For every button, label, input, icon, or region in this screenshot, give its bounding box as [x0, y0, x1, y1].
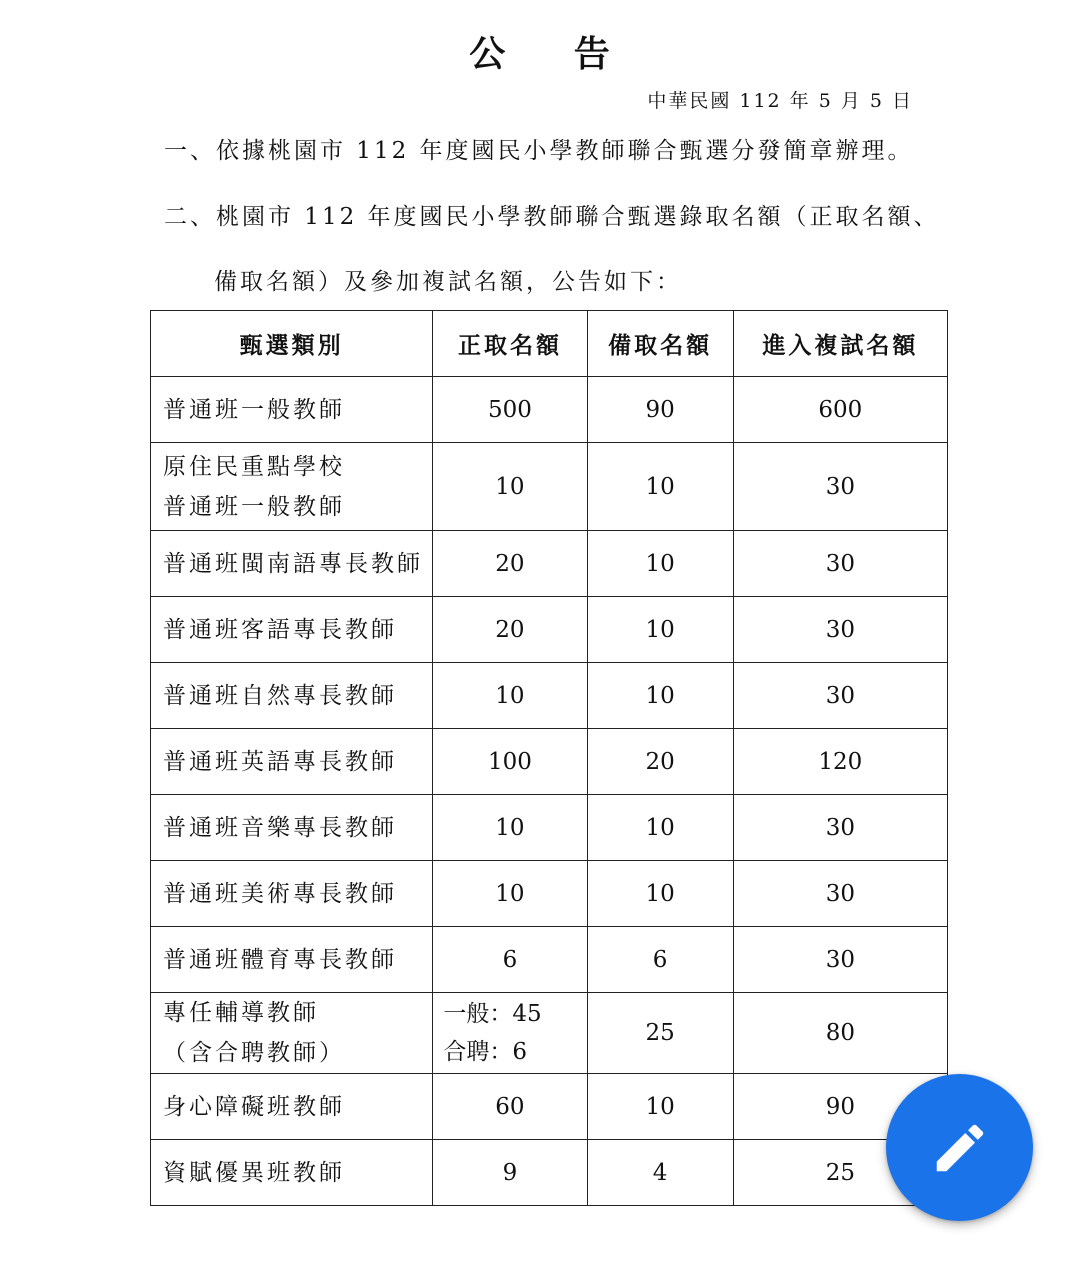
notice-paragraph-1: 一、依據桃園市 112 年度國民小學教師聯合甄選分發簡章辦理。	[164, 138, 914, 164]
row-reserve: 10	[587, 663, 733, 729]
row-reserve: 10	[587, 443, 733, 531]
edit-fab-button[interactable]	[886, 1074, 1033, 1221]
row-category: 資賦優異班教師	[151, 1140, 433, 1206]
row-admit: 6	[433, 927, 587, 993]
row-admit: 60	[433, 1074, 587, 1140]
notice-paragraph-2: 二、桃園市 112 年度國民小學教師聯合甄選錄取名額（正取名額、	[164, 204, 940, 230]
table-row	[151, 927, 948, 993]
row-admit: 100	[433, 729, 587, 795]
row-retest: 30	[733, 597, 947, 663]
row-reserve: 10	[587, 861, 733, 927]
notice-paragraph-2-continued: 備取名額）及參加複試名額，公告如下：	[214, 269, 682, 295]
row-admit: 9	[433, 1140, 587, 1206]
row-retest: 30	[733, 795, 947, 861]
row-retest: 30	[733, 927, 947, 993]
edit-pencil-icon	[929, 1117, 991, 1179]
row-category: 普通班音樂專長教師	[151, 795, 433, 861]
row-admit: 10	[433, 861, 587, 927]
table-row	[151, 861, 948, 927]
header-retest: 進入複試名額	[733, 311, 947, 377]
row-category-line-1: 專任輔導教師	[163, 1000, 319, 1026]
row-admit-joint: 合聘：6	[443, 1039, 527, 1065]
row-category: 普通班美術專長教師	[151, 861, 433, 927]
row-admit: 20	[433, 597, 587, 663]
notice-date: 中華民國 112 年 5 月 5 日	[647, 90, 913, 112]
row-admit-general: 一般：45	[443, 1001, 542, 1027]
row-reserve: 10	[587, 531, 733, 597]
header-reserve: 備取名額	[587, 311, 733, 377]
row-reserve: 20	[587, 729, 733, 795]
row-retest: 30	[733, 861, 947, 927]
row-retest: 120	[733, 729, 947, 795]
row-category: 普通班體育專長教師	[151, 927, 433, 993]
table-row	[151, 377, 948, 443]
row-category-line-2: 普通班一般教師	[163, 493, 345, 520]
row-category	[151, 993, 433, 1074]
notice-title: 公 告	[469, 33, 638, 75]
header-category: 甄選類別	[151, 311, 433, 377]
quota-table	[150, 310, 948, 1206]
table-row	[151, 1140, 948, 1206]
table-header-row	[151, 311, 948, 377]
table-row	[151, 597, 948, 663]
table-row	[151, 993, 948, 1074]
row-admit	[433, 993, 587, 1074]
row-reserve: 10	[587, 795, 733, 861]
row-reserve: 6	[587, 927, 733, 993]
row-reserve: 10	[587, 597, 733, 663]
row-retest: 600	[733, 377, 947, 443]
row-category: 普通班一般教師	[151, 377, 433, 443]
row-reserve: 10	[587, 1074, 733, 1140]
row-category: 普通班自然專長教師	[151, 663, 433, 729]
row-retest: 30	[733, 663, 947, 729]
table-row	[151, 1074, 948, 1140]
row-reserve: 25	[587, 993, 733, 1074]
row-reserve: 90	[587, 377, 733, 443]
row-retest: 25	[733, 1140, 947, 1206]
row-category-line-2: （含合聘教師）	[163, 1040, 345, 1066]
row-category: 身心障礙班教師	[151, 1074, 433, 1140]
row-admit: 500	[433, 377, 587, 443]
row-retest: 30	[733, 443, 947, 531]
row-category: 普通班英語專長教師	[151, 729, 433, 795]
row-admit: 10	[433, 663, 587, 729]
row-admit: 10	[433, 443, 587, 531]
row-retest: 80	[733, 993, 947, 1074]
table-row	[151, 729, 948, 795]
row-retest: 90	[733, 1074, 947, 1140]
table-row	[151, 531, 948, 597]
row-category	[151, 443, 433, 531]
table-row	[151, 663, 948, 729]
row-category-line-1: 原住民重點學校	[163, 453, 345, 480]
table-row	[151, 443, 948, 531]
row-retest: 30	[733, 531, 947, 597]
row-reserve: 4	[587, 1140, 733, 1206]
row-admit: 20	[433, 531, 587, 597]
row-admit: 10	[433, 795, 587, 861]
header-admit: 正取名額	[433, 311, 587, 377]
row-category: 普通班閩南語專長教師	[151, 531, 433, 597]
row-category: 普通班客語專長教師	[151, 597, 433, 663]
table-row	[151, 795, 948, 861]
